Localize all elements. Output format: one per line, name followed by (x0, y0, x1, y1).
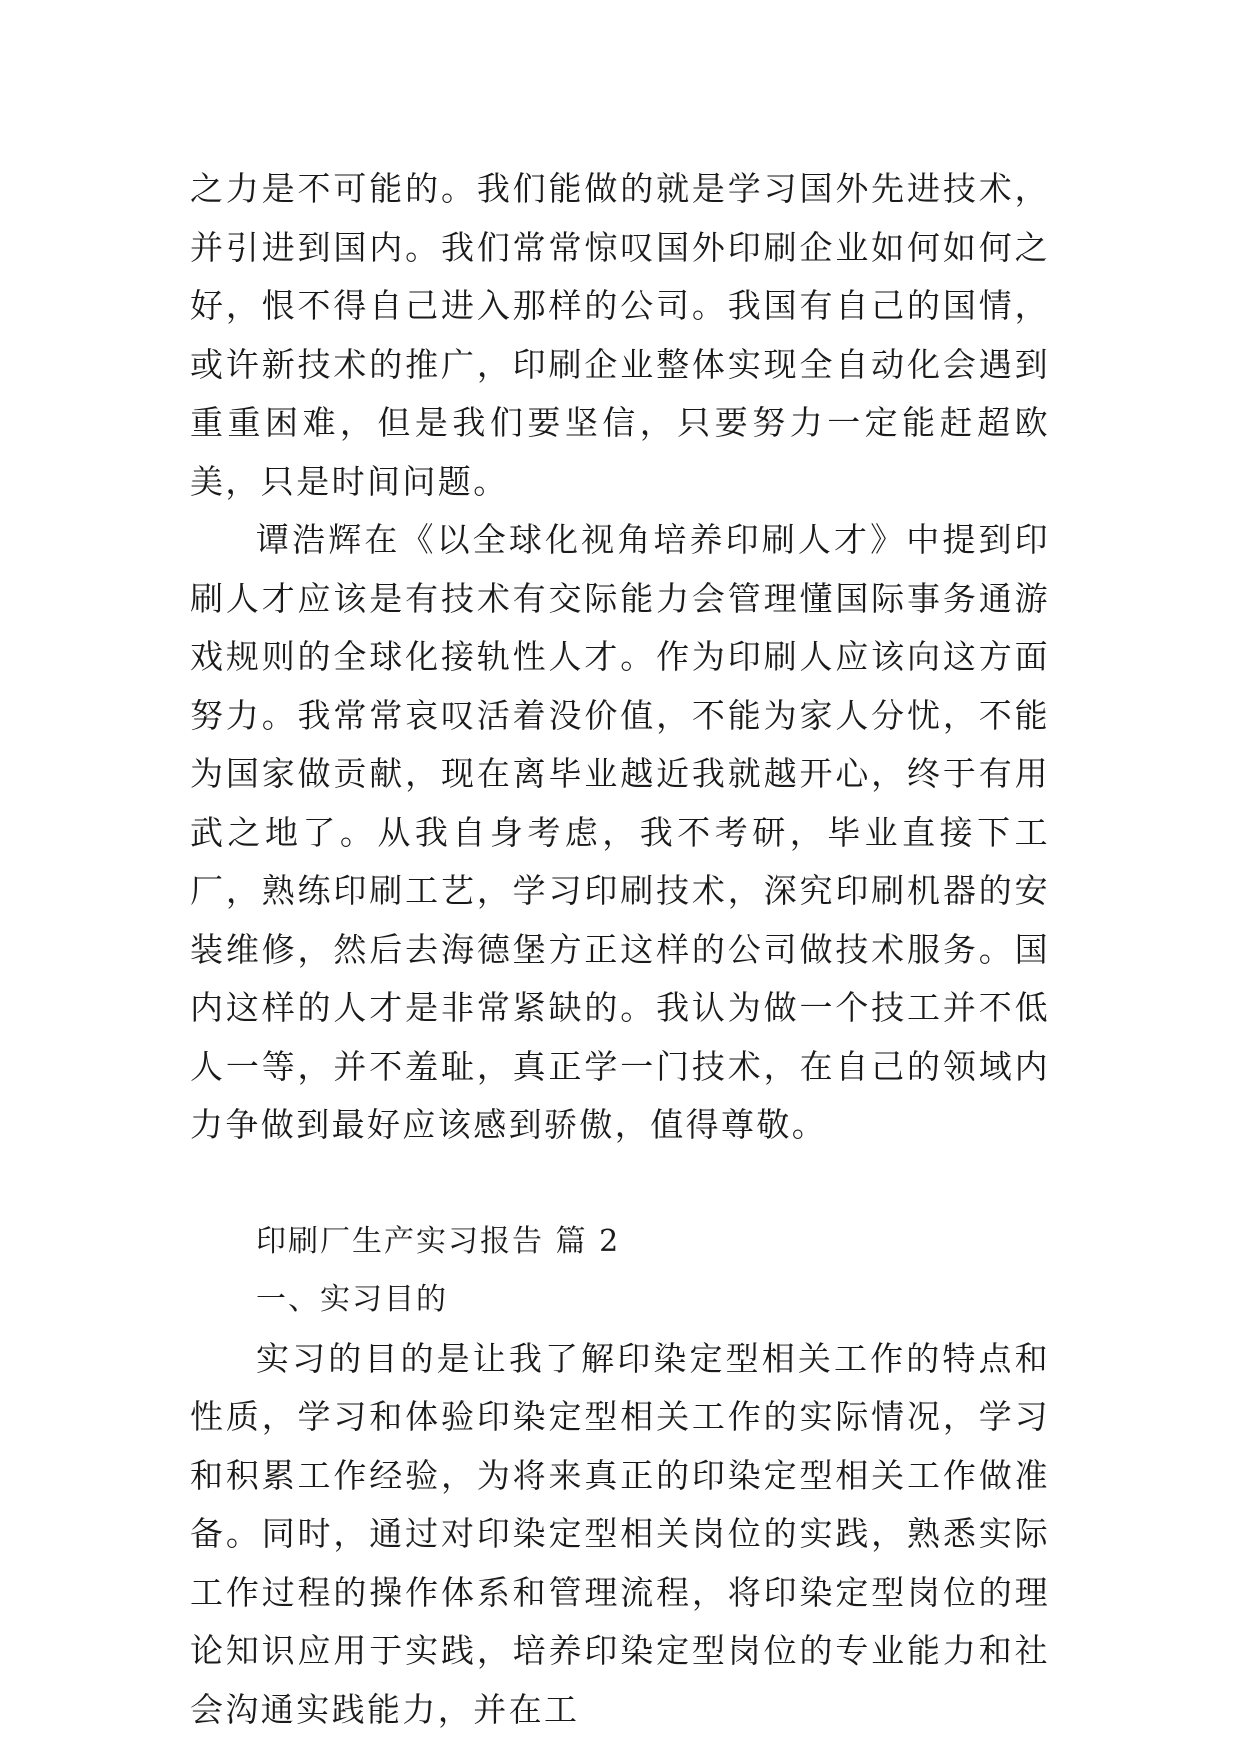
section-title: 印刷厂生产实习报告 篇 2 (256, 1223, 621, 1259)
body-paragraph: 实习的目的是让我了解印染定型相关工作的特点和性质，学习和体验印染定型相关工作的实际情况，学习和积累工作经验，为将来真正的印染定型相关工作做准备。同时，通过对印染定型相关岗位的实践，熟悉实际工作过程的操作体系和管理流程，将印染定型岗位的理论知识应用于实践，培养印染定型岗位的专业能力和社会沟通实践能力，并在工 (190, 1338, 1050, 1729)
body-paragraph: 之力是不可能的。我们能做的就是学习国外先进技术，并引进到国内。我们常常惊叹国外印刷企业如何如何之好，恨不得自己进入那样的公司。我国有自己的国情，或许新技术的推广，印刷企业整体实现全自动化会遇到重重困难，但是我们要坚信，只要努力一定能赶超欧美，只是时间问题。 (190, 169, 1050, 501)
document-page (190, 160, 1050, 1739)
body-paragraph: 谭浩辉在《以全球化视角培养印刷人才》中提到印刷人才应该是有技术有交际能力会管理懂国际事务通游戏规则的全球化接轨性人才。作为印刷人应该向这方面努力。我常常哀叹活着没价值，不能为家人分忧，不能为国家做贡献，现在离毕业越近我就越开心，终于有用武之地了。从我自身考虑，我不考研，毕业直接下工厂，熟练印刷工艺，学习印刷技术，深究印刷机器的安装维修，然后去海德堡方正这样的公司做技术服务。国内这样的人才是非常紧缺的。我认为做一个技工并不低人一等，并不羞耻，真正学一门技术，在自己的领域内力争做到最好应该感到骄傲，值得尊敬。 (190, 520, 1050, 1144)
section-spacer (190, 1155, 1050, 1213)
section-subtitle: 一、实习目的 (256, 1282, 448, 1317)
